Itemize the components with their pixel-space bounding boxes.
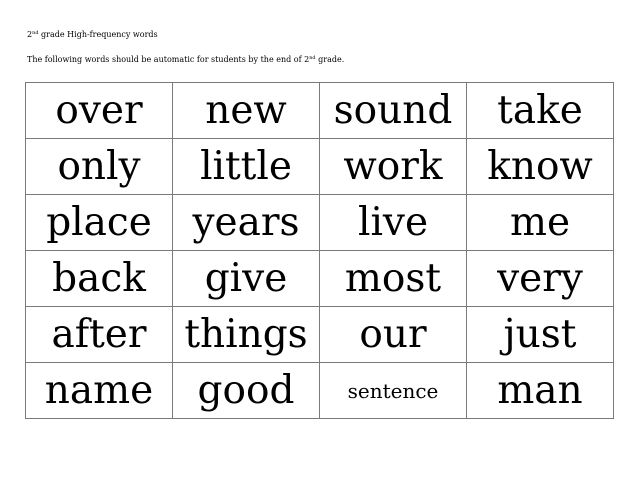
word-cell: sound [320, 83, 467, 139]
table-row [26, 195, 614, 251]
word-cell: after [26, 307, 173, 363]
word-cell: sentence [320, 363, 467, 419]
word-cell: place [26, 195, 173, 251]
word-cell: little [173, 139, 320, 195]
page-title [27, 30, 158, 40]
word-cell: give [173, 251, 320, 307]
word-cell: just [467, 307, 614, 363]
instructions-superscript: nd [309, 55, 316, 61]
table-row [26, 307, 614, 363]
word-cell: back [26, 251, 173, 307]
table-row [26, 363, 614, 419]
table-row [26, 251, 614, 307]
instructions [27, 55, 344, 65]
word-cell: work [320, 139, 467, 195]
word-cell: name [26, 363, 173, 419]
word-cell: over [26, 83, 173, 139]
word-cell: very [467, 251, 614, 307]
word-cell: things [173, 307, 320, 363]
title-superscript: nd [32, 30, 39, 36]
word-cell: me [467, 195, 614, 251]
title-rest: grade High-frequency words [38, 30, 158, 39]
table-row [26, 83, 614, 139]
word-cell: know [467, 139, 614, 195]
word-cell: new [173, 83, 320, 139]
table-row [26, 139, 614, 195]
instructions-prefix: The following words should be automatic for students by the end of 2 [27, 55, 310, 64]
instructions-rest: grade. [315, 55, 345, 64]
word-cell: most [320, 251, 467, 307]
word-cell: years [173, 195, 320, 251]
word-cell: only [26, 139, 173, 195]
word-cell: our [320, 307, 467, 363]
word-table [25, 82, 614, 419]
word-cell: live [320, 195, 467, 251]
title-prefix: 2 [27, 30, 33, 39]
word-cell: man [467, 363, 614, 419]
word-cell: take [467, 83, 614, 139]
word-cell: good [173, 363, 320, 419]
